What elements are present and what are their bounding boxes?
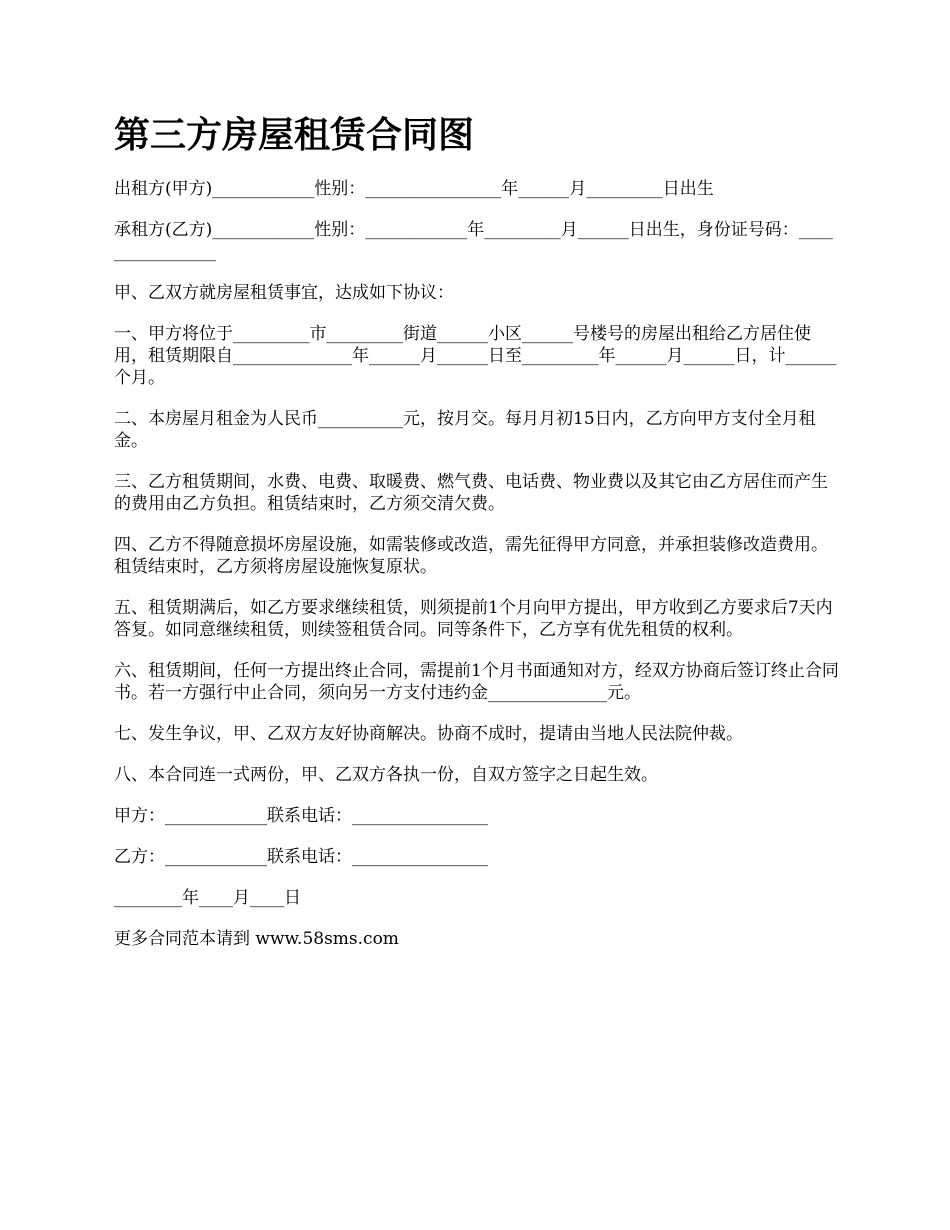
- clause-7: 七、发生争议，甲、乙双方友好协商解决。协商不成时，提请由当地人民法院仲裁。: [114, 724, 743, 744]
- clause-5: 五、租赁期满后，如乙方要求继续租赁，则须提前1个月向甲方提出，甲方收到乙方要求后7天内答复。如同意继续租赁，则续签租赁合同。同等条件下，乙方享有优先租赁的权利。: [114, 598, 833, 640]
- footer-note: 更多合同范本请到 www.58sms.com: [114, 929, 399, 949]
- party-b-signature-line: 乙方：____________联系电话：________________: [114, 847, 488, 867]
- clause-2: 二、本房屋月租金为人民币__________元，按月交。每月月初15日内，乙方向甲方支付全月租金。: [114, 409, 816, 451]
- clause-3: 三、乙方租赁期间，水费、电费、取暖费、燃气费、电话费、物业费以及其它由乙方居住而产生的费用由乙方负担。租赁结束时，乙方须交清欠费。: [114, 472, 828, 514]
- lessee-info-line: 承租方(乙方)____________性别：____________年_________月______日出生，身份证号码：________________: [114, 220, 833, 262]
- agreement-intro: 甲、乙双方就房屋租赁事宜，达成如下协议：: [114, 283, 454, 303]
- document-title: 第三方房屋租赁合同图: [114, 115, 475, 156]
- party-a-signature-line: 甲方：____________联系电话：________________: [114, 806, 488, 826]
- date-line: ________年____月____日: [114, 888, 301, 908]
- clause-6: 六、租赁期间，任何一方提出终止合同，需提前1个月书面通知对方，经双方协商后签订终止合同书。若一方强行中止合同，须向另一方支付违约金______________元。: [114, 661, 839, 703]
- clause-8: 八、本合同连一式两份，甲、乙双方各执一份，自双方签字之日起生效。: [114, 765, 658, 785]
- clause-1: 一、甲方将位于_________市_________街道______小区______号楼号的房屋出租给乙方居住使用，租赁期限自______________年______月______日至_________年______月______日，计______个月。: [114, 324, 837, 388]
- clause-4: 四、乙方不得随意损坏房屋设施，如需装修或改造，需先征得甲方同意，并承担装修改造费用。租赁结束时，乙方须将房屋设施恢复原状。: [114, 535, 828, 577]
- document-page: [114, 112, 840, 969]
- lessor-info-line: 出租方(甲方)____________性别：________________年______月_________日出生: [114, 179, 714, 199]
